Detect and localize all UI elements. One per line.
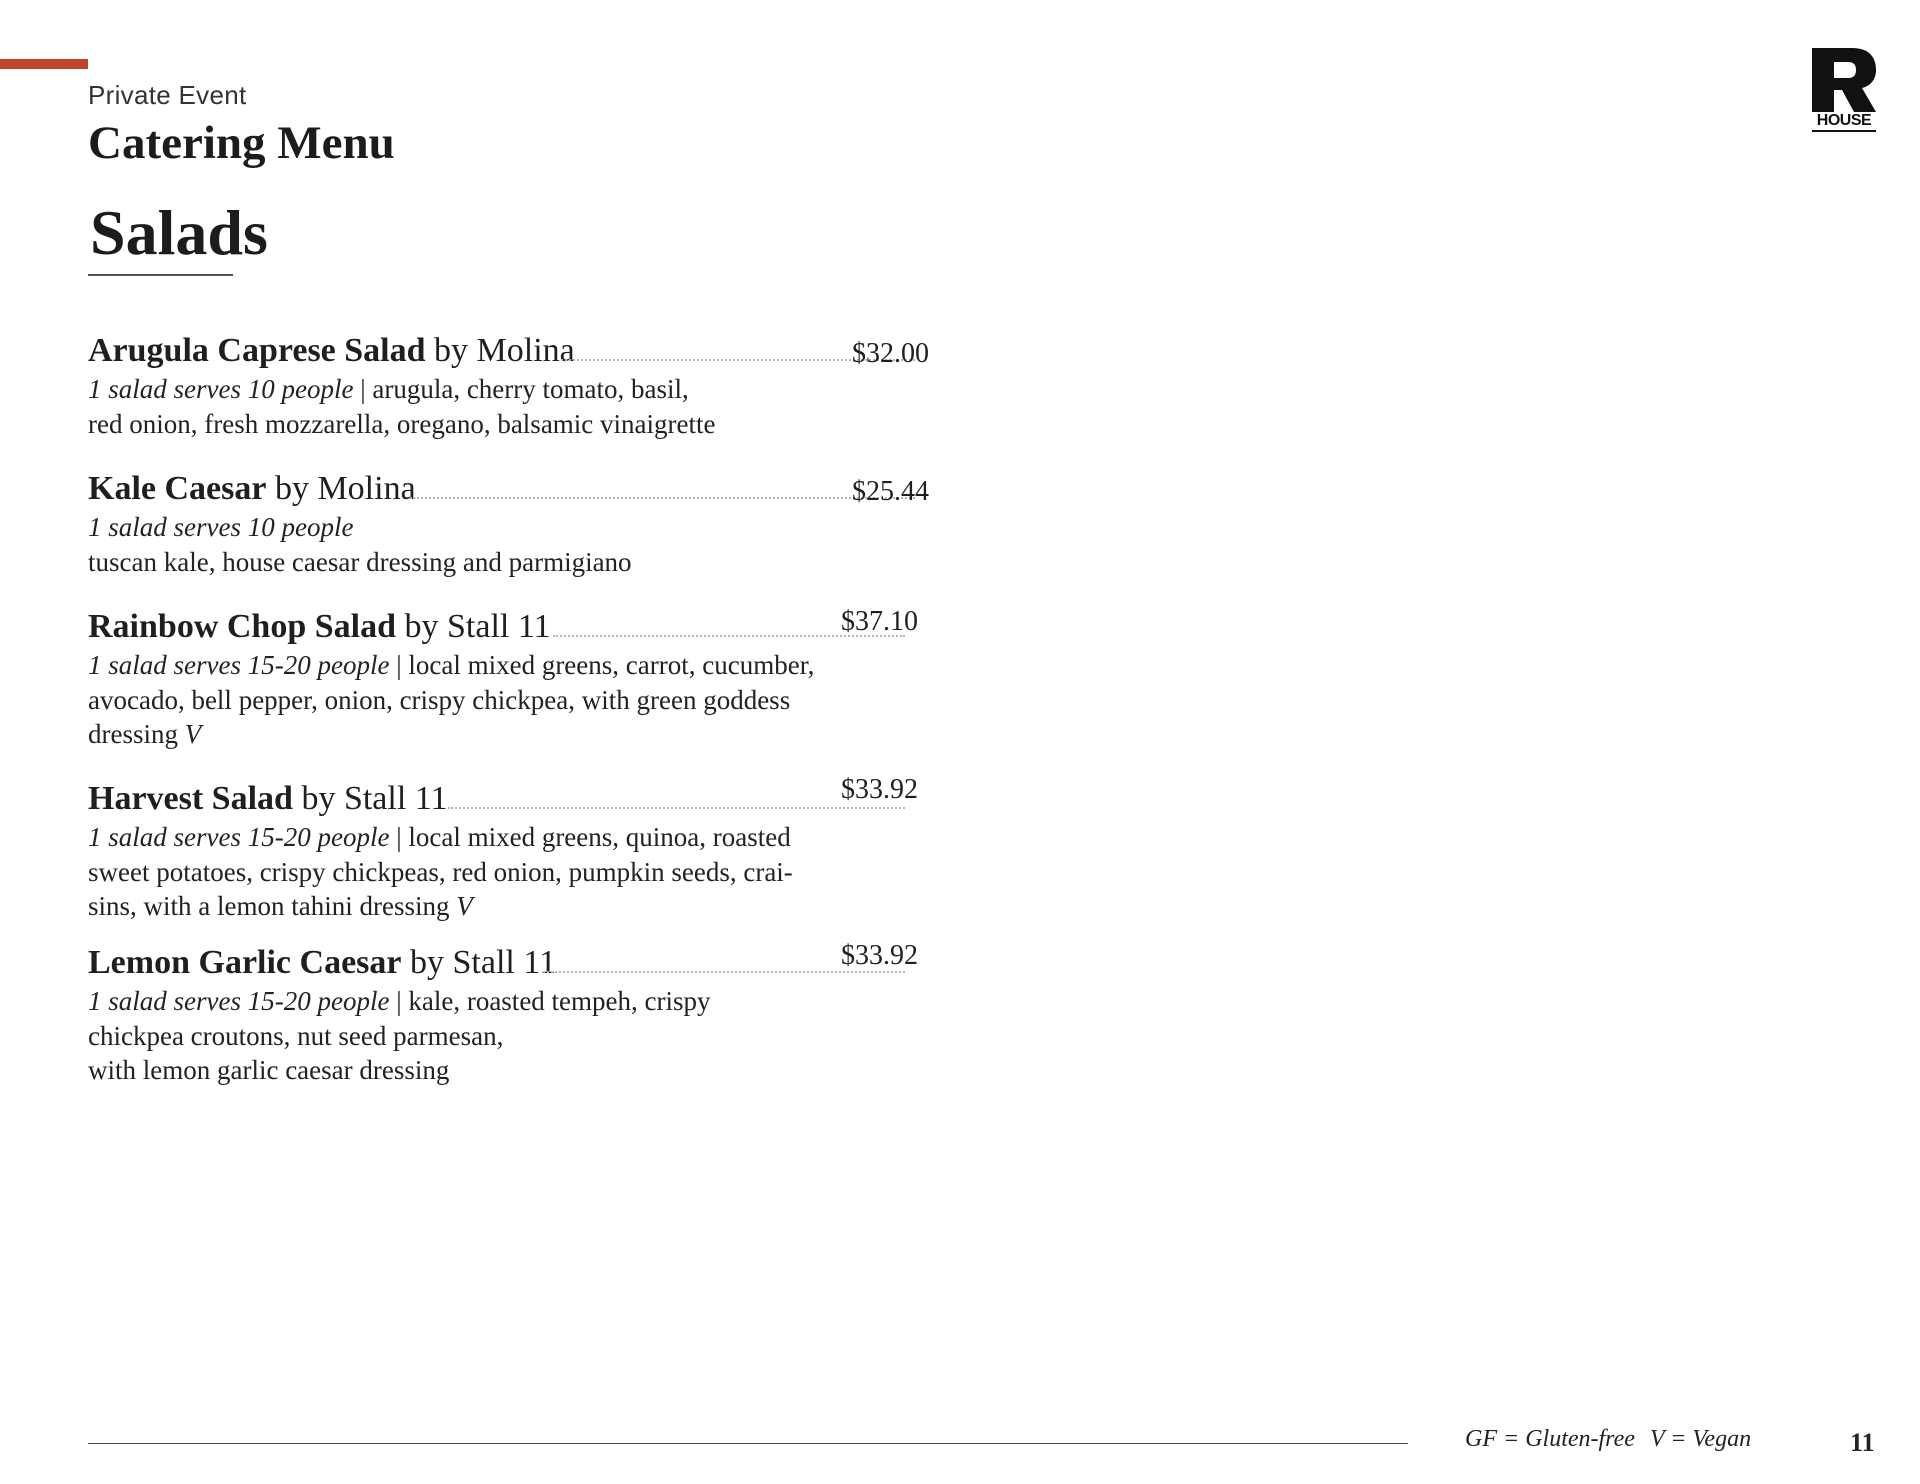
menu-item-header (88, 468, 948, 510)
menu-item (88, 468, 948, 579)
desc-line: local mixed greens, quinoa, roasted (408, 822, 791, 852)
menu-item (88, 330, 948, 441)
menu-item (88, 606, 948, 752)
menu-item-description (88, 984, 948, 1088)
menu-item-price: $32.00 (852, 338, 929, 369)
menu-item-title (88, 606, 551, 648)
menu-item-header (88, 942, 948, 984)
menu-item-header (88, 330, 948, 372)
menu-item-serves: 1 salad serves 15-20 people (88, 822, 390, 852)
desc-line: sins, with a lemon tahini dressing (88, 891, 450, 921)
menu-item-name: Rainbow Chop Salad (88, 608, 397, 645)
desc-line: chickpea croutons, nut seed parmesan, (88, 1020, 504, 1051)
menu-item (88, 942, 948, 1088)
separator: | (389, 650, 409, 680)
menu-item-title (88, 942, 556, 984)
dotted-leader (448, 807, 905, 809)
desc-line: avocado, bell pepper, onion, crispy chickpea, with green goddess (88, 684, 791, 715)
vegan-tag: V (184, 719, 202, 749)
r-logo-icon (1812, 48, 1876, 112)
separator: | (353, 374, 373, 404)
menu-item-price: $37.10 (841, 606, 918, 637)
section-underline (88, 274, 233, 276)
menu-item-serves: 1 salad serves 10 people (88, 374, 354, 404)
menu-item (88, 774, 948, 924)
page-number: 11 (1850, 1428, 1875, 1457)
eyebrow-label: Private Event (88, 80, 247, 110)
menu-item-description (88, 648, 948, 752)
vegan-tag: V (456, 891, 473, 921)
desc-line: arugula, cherry tomato, basil, (372, 374, 689, 404)
menu-item-description (88, 372, 948, 441)
menu-item-price: $33.92 (841, 940, 918, 971)
desc-line: local mixed greens, carrot, cucumber, (408, 650, 815, 680)
desc-line: tuscan kale, house caesar dressing and parmigiano (88, 546, 632, 577)
menu-item-vendor: by Stall 11 (301, 780, 448, 817)
menu-item-vendor: by Molina (434, 332, 575, 369)
menu-item-name: Kale Caesar (88, 470, 267, 507)
menu-item-vendor: by Stall 11 (404, 608, 551, 645)
menu-item-name: Arugula Caprese Salad (88, 332, 426, 369)
legend-gluten-free: GF = Gluten-free (1465, 1426, 1635, 1452)
menu-item-name: Harvest Salad (88, 780, 293, 817)
desc-line: kale, roasted tempeh, crispy (408, 986, 711, 1016)
menu-item-name: Lemon Garlic Caesar (88, 944, 402, 981)
desc-line: red onion, fresh mozzarella, oregano, balsamic vinaigrette (88, 408, 716, 439)
menu-item-title (88, 330, 575, 372)
dotted-leader (410, 497, 915, 499)
menu-item-serves: 1 salad serves 10 people (88, 512, 354, 542)
menu-item-title (88, 778, 448, 820)
legend-vegan: V = Vegan (1650, 1426, 1752, 1452)
menu-item-price: $33.92 (841, 774, 918, 805)
menu-item-serves: 1 salad serves 15-20 people (88, 986, 390, 1016)
logo-wordmark: HOUSE (1812, 112, 1876, 132)
desc-line: dressing (88, 719, 178, 749)
desc-line: with lemon garlic caesar dressing (88, 1055, 450, 1085)
document-title: Catering Menu (88, 117, 395, 169)
separator: | (389, 986, 409, 1016)
menu-item-serves: 1 salad serves 15-20 people (88, 650, 390, 680)
menu-item-header (88, 606, 948, 648)
menu-item-description (88, 510, 948, 579)
desc-line: sweet potatoes, crispy chickpeas, red onion, pumpkin seeds, crai- (88, 856, 793, 887)
accent-bar (0, 59, 88, 69)
separator: | (389, 822, 409, 852)
footer-rule (88, 1443, 1408, 1444)
section-title: Salads (90, 197, 268, 268)
menu-item-price: $25.44 (852, 476, 929, 507)
r-house-logo (1812, 48, 1876, 132)
menu-item-vendor: by Molina (274, 470, 416, 507)
menu-item-description (88, 820, 948, 924)
menu-item-title (88, 468, 416, 510)
menu-item-header (88, 774, 948, 820)
menu-item-vendor: by Stall 11 (410, 944, 557, 981)
